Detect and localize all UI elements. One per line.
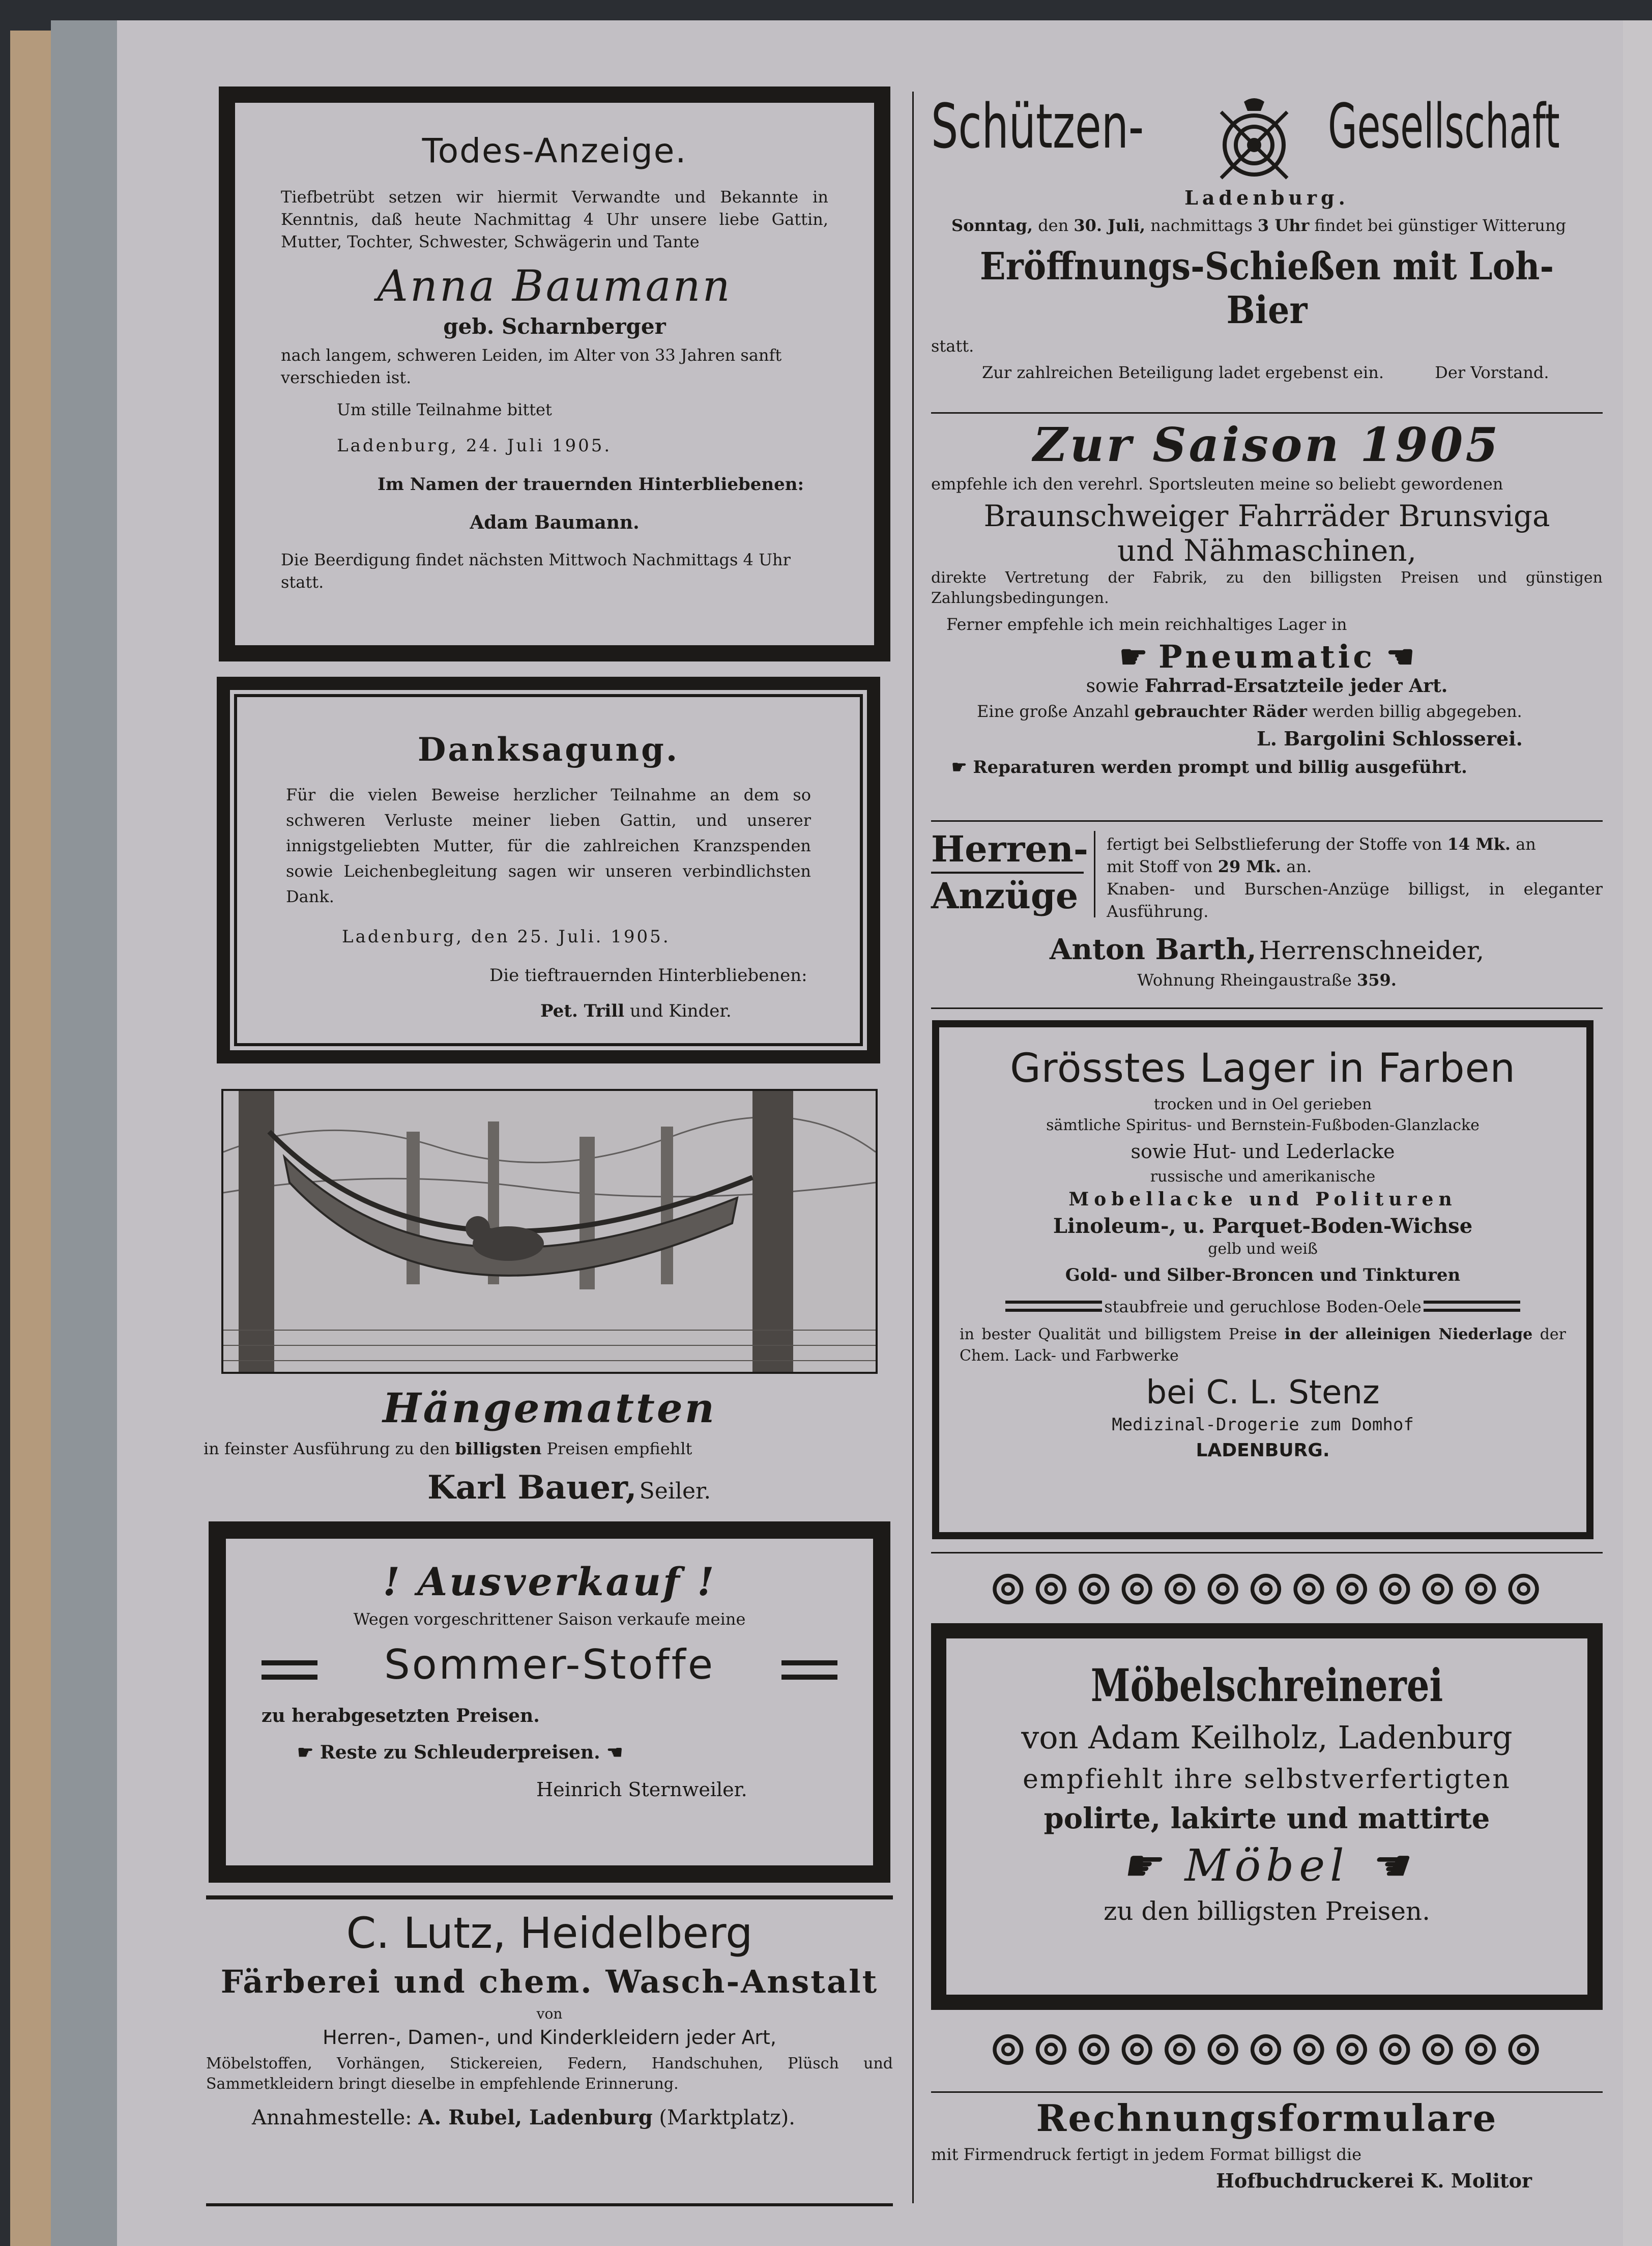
shooting-line1-b: den xyxy=(1038,216,1069,235)
shooting-line1-a: Sonntag, xyxy=(951,216,1033,235)
shooting-line1-c: 30. Juli, xyxy=(1074,216,1146,235)
furniture-title: Möbelschreinerei xyxy=(1090,1659,1443,1712)
season-line4-b: Fahrrad-Ersatzteile jeder Art. xyxy=(1144,675,1448,697)
hammock-seller: Karl Bauer, xyxy=(427,1468,637,1507)
bicycle-season-ad xyxy=(931,417,1603,814)
deceased-name: Anna Baumann xyxy=(377,261,732,311)
next-page-edge xyxy=(1623,20,1652,2246)
paint-title: Grösstes Lager in Farben xyxy=(1010,1046,1516,1091)
tailor-line2-b: 29 Mk. xyxy=(1218,857,1282,876)
lutz-dry-cleaning-ad xyxy=(206,1908,893,2193)
shooting-club-title-left: Schützen- xyxy=(931,92,1144,162)
death-notice-text: nach langem, schweren Leiden, im Alter von 33 Jahren sanft verschieden ist. xyxy=(281,345,782,387)
newspaper-page xyxy=(117,20,1623,2246)
paint-line10-a: in bester Qualität und billigstem Preise xyxy=(960,1326,1278,1343)
thanks-signer: Pet. Trill xyxy=(540,1001,625,1021)
furniture-inner-frame xyxy=(931,1623,1603,2010)
paint-line1: trocken und in Oel gerieben xyxy=(1153,1096,1372,1113)
pointing-hand-icon: ☛ xyxy=(1119,638,1148,675)
furniture-by: von Adam Keilholz, Ladenburg xyxy=(1021,1719,1513,1756)
pointing-hand-left-icon: ☚ xyxy=(606,1742,623,1763)
pointing-hand-icon: ☛ xyxy=(951,757,967,778)
pointing-hand-left-icon: ☚ xyxy=(1368,1840,1413,1891)
thanks-text: Für die vielen Beweise herzlicher Teilnahme an dem so schweren Verluste meiner lieben Gattin, und unserer innigstgeliebten Mutter, für die zahlreichen Kranzspenden sowie Leichenbegleitung sagen wir unseren verbindlichsten Dank. xyxy=(286,785,811,906)
paint-line5: Mobellacke und Polituren xyxy=(1068,1189,1457,1210)
paint-line6: Linoleum-, u. Parquet-Boden-Wichse xyxy=(1053,1214,1473,1238)
tailor-name: Anton Barth, xyxy=(1049,933,1257,966)
season-pneumatic: Pneumatic xyxy=(1158,638,1375,675)
death-notice-title: Todes-Anzeige. xyxy=(422,131,687,170)
season-rule xyxy=(931,820,1603,822)
season-title: Zur Saison 1905 xyxy=(1033,417,1501,472)
season-line5-c: werden billig abgegeben. xyxy=(1312,702,1522,721)
pointing-hand-icon: ☛ xyxy=(1121,1840,1166,1891)
death-notice-place-date: Ladenburg, 24. Juli 1905. xyxy=(337,436,612,456)
lutz-line1: Herren-, Damen-, und Kinderkleidern jeder Art, xyxy=(323,2026,776,2049)
paint-line2: sämtliche Spiritus- und Bernstein-Fußboden-Glanzlacke xyxy=(1046,1116,1480,1134)
shooting-statt: statt. xyxy=(931,336,974,356)
invoice-forms-ad xyxy=(931,2096,1603,2208)
shooting-line1-e: 3 Uhr xyxy=(1257,216,1310,235)
paint-line10-b: in der alleinigen Niederlage xyxy=(1284,1326,1533,1343)
ring-border-bottom: ⊚⊚⊚⊚⊚⊚⊚⊚⊚⊚⊚⊚⊚ xyxy=(988,2023,1546,2074)
clearance-line2: zu herabgesetzten Preisen. xyxy=(262,1705,540,1726)
lutz-line2: Möbelstoffen, Vorhängen, Stickereien, Federn, Handschuhen, Plüsch und Sammetkleidern bringt dieselbe in empfehlende Erinnerung. xyxy=(206,2055,893,2093)
clearance-sale-ad xyxy=(209,1521,890,1883)
season-product1: Braunschweiger Fahrräder Brunsviga xyxy=(983,499,1550,533)
hammock-title: Hängematten xyxy=(383,1384,716,1432)
paint-line7: gelb und weiß xyxy=(1208,1240,1318,1258)
lutz-annahme: A. Rubel, Ladenburg xyxy=(418,2106,653,2129)
tailor-label2: Anzüge xyxy=(931,875,1079,917)
lutz-subtitle: Färberei und chem. Wasch-Anstalt xyxy=(220,1963,879,2000)
tailor-line2-a: mit Stoff von xyxy=(1107,857,1213,876)
furniture-shop-ad xyxy=(931,1562,1603,2076)
tailor-address-a: Wohnung Rheingaustraße xyxy=(1137,970,1352,990)
tailor-rule xyxy=(931,1007,1603,1009)
lutz-bottom-rule xyxy=(206,2203,893,2206)
thanks-signer-label: Die tieftrauernden Hinterbliebenen: xyxy=(489,965,807,986)
hammock-seller-trade: Seiler. xyxy=(639,1478,711,1504)
shooting-signer: Der Vorstand. xyxy=(1435,363,1549,382)
paint-drogerie: Medizinal-Drogerie zum Domhof xyxy=(1112,1415,1414,1435)
death-notice-request: Um stille Teilnahme bittet xyxy=(337,400,552,419)
tailor-trade: Herrenschneider, xyxy=(1259,936,1485,965)
book-page-edge xyxy=(10,31,54,2246)
shooting-event: Eröffnungs-Schießen mit Loh-Bier xyxy=(979,245,1554,332)
paint-shop-ad xyxy=(932,1020,1593,1539)
burial-info: Die Beerdigung findet nächsten Mittwoch Nachmittags 4 Uhr statt. xyxy=(281,550,791,592)
furniture-line3: zu den billigsten Preisen. xyxy=(1103,1896,1431,1926)
paint-line10-c: der Chem. Lack- und Farbwerke xyxy=(960,1326,1566,1365)
target-emblem-icon xyxy=(1216,97,1292,183)
thanks-signer-suffix: und Kinder. xyxy=(629,1001,732,1021)
invoice-title: Rechnungsformulare xyxy=(1036,2096,1498,2140)
tailor-line1-a: fertigt bei Selbstlieferung der Stoffe von xyxy=(1107,834,1442,854)
season-line5-b: gebrauchter Räder xyxy=(1134,702,1308,721)
shooting-club-title-right: Gesellschaft xyxy=(1328,92,1560,162)
clearance-line1: Wegen vorgeschrittener Saison verkaufe meine xyxy=(353,1609,746,1629)
shooting-club-place: Ladenburg. xyxy=(1184,186,1349,209)
pointing-hand-left-icon: ☚ xyxy=(1386,638,1415,675)
season-line5-a: Eine große Anzahl xyxy=(977,702,1129,721)
furniture-line2: polirte, lakirte und mattirte xyxy=(1044,1802,1490,1835)
shooting-line1-f: findet bei günstiger Witterung xyxy=(1314,216,1567,235)
shooting-line1-d: nachmittags xyxy=(1150,216,1253,235)
shooting-club-ad xyxy=(931,92,1603,417)
pointing-hand-icon: ☛ xyxy=(297,1742,314,1763)
season-line2: direkte Vertretung der Fabrik, zu den billigsten Preisen und günstigen Zahlungsbedingungen. xyxy=(931,569,1603,607)
clearance-product: Sommer-Stoffe xyxy=(384,1641,715,1688)
season-line1: empfehle ich den verehrl. Sportsleuten meine so beliebt gewordenen xyxy=(931,474,1503,494)
tailor-line2-c: an. xyxy=(1286,857,1312,876)
hammock-text-c: Preisen empfiehlt xyxy=(546,1439,692,1458)
hammock-text-b: billigsten xyxy=(455,1439,542,1458)
paint-line4: russische und amerikanische xyxy=(1150,1168,1376,1186)
furniture-line1: empfiehlt ihre selbstverfertigten xyxy=(1023,1764,1511,1795)
invoice-signer: Hofbuchdruckerei K. Molitor xyxy=(1216,2169,1532,2192)
thanks-title: Danksagung. xyxy=(417,731,680,769)
lutz-annahme-label: Annahmestelle: xyxy=(252,2106,412,2129)
hammock-illustration xyxy=(221,1089,878,1374)
hammock-ad-text xyxy=(204,1384,895,1516)
season-line3: Ferner empfehle ich mein reichhaltiges Lager in xyxy=(946,615,1347,634)
lutz-top-rule xyxy=(206,1895,893,1899)
death-notice-intro: Tiefbetrübt setzen wir hiermit Verwandte und Bekannte in Kenntnis, daß heute Nachmittag 4 Uhr unsere liebe Gattin, Mutter, Tochter, Schwester, Schwägerin und Tante xyxy=(281,187,828,251)
death-notice-ad xyxy=(219,87,890,661)
clearance-signer: Heinrich Sternweiler. xyxy=(536,1778,747,1801)
paint-rule xyxy=(931,1552,1603,1553)
paint-city: LADENBURG. xyxy=(1196,1440,1330,1461)
season-signer: L. Bargolini Schlosserei. xyxy=(1257,727,1523,750)
paint-line9: staubfreie und geruchlose Boden-Oele xyxy=(1104,1297,1422,1316)
tailor-ad xyxy=(931,827,1603,1000)
furniture-product: Möbel xyxy=(1184,1840,1349,1891)
hammock-forest-picture xyxy=(223,1091,876,1372)
invoice-line: mit Firmendruck fertigt in jedem Format billigst die xyxy=(931,2145,1362,2164)
clearance-title: ! Ausverkauf ! xyxy=(383,1559,716,1604)
clearance-line3: Reste zu Schleuderpreisen. xyxy=(320,1742,600,1763)
death-notice-names-label: Im Namen der trauernden Hinterbliebenen: xyxy=(378,474,804,495)
shooting-rule xyxy=(931,412,1603,414)
season-product2: und Nähmaschinen, xyxy=(1117,533,1417,568)
lutz-title: C. Lutz, Heidelberg xyxy=(346,1908,753,1958)
maiden-name: geb. Scharnberger xyxy=(443,314,666,339)
column-divider xyxy=(912,92,914,2203)
shooting-invite: Zur zahlreichen Beteiligung ladet ergebenst ein. xyxy=(982,363,1384,382)
thanks-ad xyxy=(217,677,880,1063)
paint-line3: sowie Hut- und Lederlacke xyxy=(1131,1140,1395,1163)
tailor-line1-c: an xyxy=(1516,834,1536,854)
lutz-annahme-place: (Marktplatz). xyxy=(659,2106,795,2129)
death-notice-signer: Adam Baumann. xyxy=(470,512,640,533)
tailor-line1-b: 14 Mk. xyxy=(1447,834,1511,854)
tailor-line3: Knaben- und Burschen-Anzüge billigst, in eleganter Ausführung. xyxy=(1107,879,1603,921)
season-line4-a: sowie xyxy=(1086,676,1139,697)
ring-border-top: ⊚⊚⊚⊚⊚⊚⊚⊚⊚⊚⊚⊚⊚ xyxy=(988,1562,1546,1613)
thanks-place-date: Ladenburg, den 25. Juli. 1905. xyxy=(342,927,671,947)
season-repair: Reparaturen werden prompt und billig ausgeführt. xyxy=(973,757,1467,778)
tailor-address-b: 359. xyxy=(1356,970,1397,990)
furniture-rule xyxy=(931,2091,1603,2093)
paint-signer: bei C. L. Stenz xyxy=(1146,1374,1380,1412)
lutz-von: von xyxy=(536,2005,563,2022)
hammock-text-a: in feinster Ausführung zu den xyxy=(204,1439,450,1458)
paint-line8: Gold- und Silber-Broncen und Tinkturen xyxy=(1065,1265,1461,1285)
tailor-label1: Herren- xyxy=(931,828,1088,870)
